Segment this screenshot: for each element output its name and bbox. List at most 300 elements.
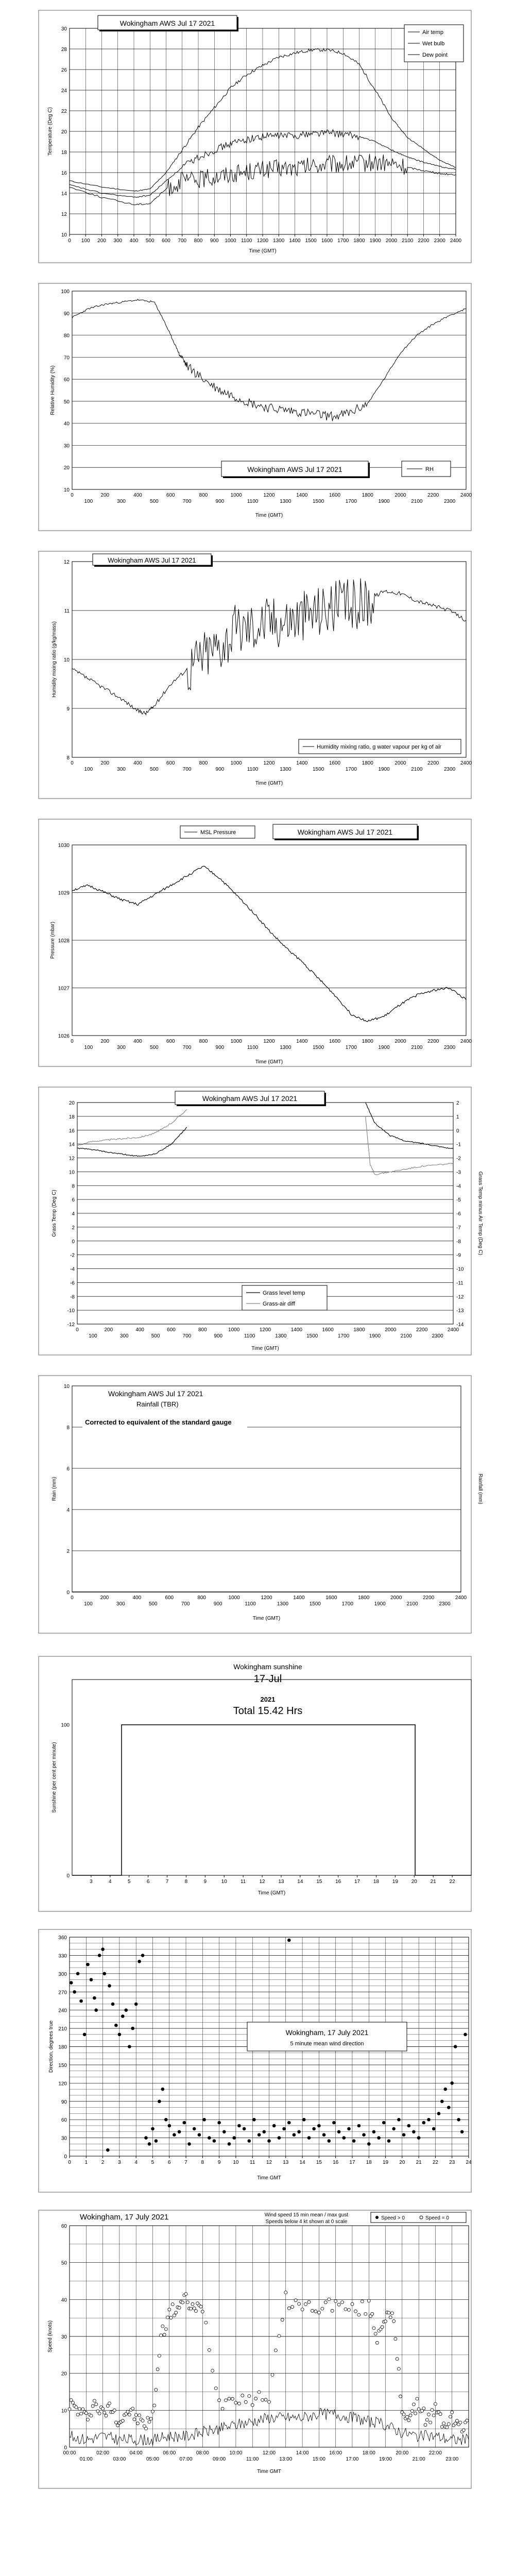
y2-tick-label: -3 — [456, 1170, 461, 1176]
gust-point — [145, 2427, 148, 2430]
y-tick-label: 16 — [68, 1128, 75, 1134]
x-tick-label: 8 — [184, 1879, 188, 1885]
gust-point — [149, 2417, 152, 2420]
x-tick-label: 1300 — [277, 1601, 289, 1607]
wind-direction-point — [460, 2130, 464, 2134]
x-tick-label: 2100 — [402, 238, 414, 244]
gust-point — [424, 2424, 427, 2427]
wind-direction-point — [258, 2133, 261, 2137]
wind-direction-point — [407, 2124, 411, 2128]
y-tick-label: 40 — [63, 421, 70, 427]
y-tick-label: 90 — [61, 2099, 67, 2105]
x-axis-label: Time (GMT) — [252, 1616, 281, 1621]
legend — [180, 826, 255, 838]
gust-point — [78, 2408, 81, 2411]
x-tick-label: 1100 — [241, 238, 252, 244]
x-tick-label: 07:00 — [179, 2456, 193, 2462]
gust-point — [153, 2404, 156, 2407]
gust-point — [91, 2404, 94, 2408]
gust-point — [360, 2300, 364, 2303]
x-tick-label: 600 — [167, 1327, 176, 1333]
x-tick-label: 900 — [215, 767, 225, 772]
x-tick-label: 400 — [132, 1595, 142, 1601]
wind-direction-point — [362, 2133, 366, 2137]
gust-point — [396, 2358, 399, 2361]
x-tick-label: 22 — [449, 1879, 455, 1885]
wind-direction-point — [397, 2118, 401, 2122]
wind-direction-point — [267, 2139, 271, 2143]
x-tick-label: 600 — [166, 1039, 175, 1044]
chart-subtitle: 17-Jul — [253, 1673, 282, 1685]
x-tick-label: 1700 — [337, 238, 349, 244]
gust-point — [175, 2311, 178, 2314]
chart-title: Wokingham AWS Jul 17 2021 — [108, 1389, 203, 1398]
wind-direction-point — [352, 2139, 356, 2143]
y-tick-label: 12 — [61, 212, 67, 217]
y2-tick-label: -11 — [456, 1280, 464, 1286]
gust-point — [108, 2402, 111, 2405]
x-tick-label: 0 — [68, 238, 71, 244]
x-tick-label: 1800 — [362, 1039, 373, 1044]
x-tick-label: 300 — [117, 1045, 126, 1050]
gust-point — [199, 2305, 202, 2308]
wind-direction-point — [243, 2127, 246, 2131]
legend-label: Grass-air diff — [263, 1301, 295, 1307]
wind-direction-point — [372, 2130, 376, 2134]
x-tick-label: 14 — [299, 2160, 305, 2165]
y-tick-label: 8 — [72, 1183, 75, 1190]
x-tick-label: 04:00 — [129, 2450, 143, 2456]
x-tick-label: 1600 — [329, 1039, 341, 1044]
gust-point — [311, 2309, 314, 2312]
x-tick-label: 1900 — [378, 1045, 390, 1050]
x-tick-label: 1700 — [345, 767, 357, 772]
x-tick-label: 300 — [116, 1601, 125, 1607]
gust-point — [344, 2308, 347, 2311]
y-tick-label: 90 — [63, 311, 70, 317]
x-tick-label: 2000 — [385, 1327, 397, 1333]
x-tick-label: 2300 — [432, 1333, 443, 1339]
x-tick-label: 2100 — [411, 767, 423, 772]
gust-point — [462, 2429, 465, 2432]
chart-svg — [0, 2205, 515, 2494]
x-tick-label: 1200 — [263, 1039, 275, 1044]
x-tick-label: 11 — [240, 1879, 246, 1885]
x-tick-label: 9 — [217, 2160, 221, 2165]
gust-point — [264, 2398, 267, 2401]
x-tick-label: 2400 — [460, 493, 472, 498]
wind-direction-point — [312, 2127, 316, 2131]
y-tick-label: 8 — [66, 1425, 70, 1431]
x-tick-label: 1400 — [290, 1327, 302, 1333]
x-tick-label: 500 — [150, 499, 159, 504]
y-tick-label: 6 — [66, 1466, 70, 1472]
wind-direction-point — [322, 2133, 326, 2137]
y-tick-label: 10 — [68, 1170, 75, 1176]
legend — [402, 461, 451, 477]
gust-point — [158, 2354, 161, 2358]
x-tick-label: 800 — [194, 238, 203, 244]
wind-direction-point — [121, 2014, 125, 2018]
gust-point — [304, 2302, 307, 2306]
x-tick-label: 05:00 — [146, 2456, 159, 2462]
x-tick-label: 300 — [117, 767, 126, 772]
chart-title: Wokingham, 17 July 2021 — [80, 2213, 169, 2222]
wind-direction-point — [302, 2118, 306, 2122]
y-tick-label: 20 — [68, 1100, 75, 1106]
gust-point — [234, 2401, 237, 2404]
wind-direction-point — [70, 1981, 73, 1985]
y-tick-label: 12 — [63, 560, 70, 565]
x-tick-label: 7 — [184, 2160, 187, 2165]
x-tick-label: 2100 — [406, 1601, 418, 1607]
wind-direction-point — [454, 2045, 457, 2048]
y-tick-label: 0 — [72, 1239, 75, 1245]
gust-point — [133, 2418, 136, 2421]
y-tick-label: 10 — [61, 2408, 67, 2414]
x-tick-label: 1700 — [345, 1045, 357, 1050]
x-tick-label: 1800 — [362, 760, 373, 766]
wind-direction-point — [287, 1939, 291, 1942]
chart-svg — [0, 814, 515, 1072]
wind-direction-point — [93, 1996, 96, 2000]
x-tick-label: 800 — [199, 760, 208, 766]
x-tick-label: 900 — [215, 1045, 225, 1050]
x-tick-label: 1900 — [378, 499, 390, 504]
y-axis-label: Speed (knots) — [47, 2320, 53, 2353]
gust-point — [271, 2374, 274, 2377]
wind-direction-point — [148, 2142, 151, 2146]
x-tick-label: 1200 — [259, 1327, 271, 1333]
x-tick-label: 1200 — [261, 1595, 272, 1601]
x-tick-label: 1600 — [329, 493, 341, 498]
x-tick-label: 600 — [166, 493, 175, 498]
x-tick-label: 00:00 — [63, 2450, 76, 2456]
gust-point — [432, 2414, 435, 2417]
y-tick-label: 24 — [61, 88, 67, 94]
y-tick-label: 20 — [63, 465, 70, 471]
x-tick-label: 0 — [71, 1039, 74, 1044]
x-tick-label: 2200 — [422, 1595, 435, 1601]
wind-direction-point — [450, 2081, 454, 2085]
x-axis-label: Time GMT — [257, 2469, 281, 2475]
wind-direction-point — [392, 2127, 396, 2131]
x-tick-label: 13 — [283, 2160, 289, 2165]
wind-direction-point — [183, 2121, 186, 2125]
x-tick-label: 2200 — [418, 238, 430, 244]
wind-direction-point — [287, 2121, 291, 2125]
x-tick-label: 3 — [90, 1879, 93, 1885]
wind-direction-point — [208, 2136, 211, 2140]
wind-direction-point — [73, 1990, 76, 1994]
y2-tick-label: 0 — [456, 1128, 459, 1134]
gust-point — [284, 2291, 287, 2294]
x-tick-label: 100 — [89, 1333, 97, 1339]
y-tick-label: 270 — [58, 1990, 67, 1996]
chart-total: Total 15.42 Hrs — [233, 1705, 303, 1717]
x-tick-label: 09:00 — [213, 2456, 226, 2462]
wind-direction-point — [278, 2136, 281, 2140]
x-tick-label: 1100 — [247, 1045, 259, 1050]
gust-point — [184, 2293, 187, 2296]
wind-direction-point — [134, 2003, 138, 2006]
chart-title: Wokingham AWS Jul 17 2021 — [108, 556, 196, 564]
gust-point — [156, 2368, 159, 2371]
gust-point — [328, 2298, 331, 2301]
gust-point — [459, 2421, 462, 2424]
wind-direction-point — [151, 2127, 154, 2131]
gust-point — [281, 2318, 284, 2321]
y-axis-label: Temperature (Deg C) — [47, 107, 53, 156]
x-tick-label: 2000 — [394, 1039, 406, 1044]
x-tick-label: 1300 — [280, 1045, 291, 1050]
x-tick-label: 19:00 — [379, 2456, 392, 2462]
wind-direction-point — [193, 2127, 196, 2131]
y-tick-label: 300 — [58, 1971, 67, 1977]
gust-point — [445, 2426, 449, 2429]
wind-direction-point — [154, 2139, 158, 2143]
chart-title: Wokingham AWS Jul 17 2021 — [247, 465, 342, 473]
gust-point — [218, 2399, 221, 2402]
gust-point — [274, 2349, 277, 2352]
x-tick-label: 2000 — [385, 238, 398, 244]
wind-direction-point — [382, 2121, 386, 2125]
wind-direction-point — [464, 2033, 467, 2037]
gust-point — [208, 2348, 211, 2351]
x-tick-label: 200 — [97, 238, 106, 244]
gust-point — [334, 2300, 337, 2303]
gust-point — [168, 2308, 171, 2311]
x-tick-label: 2200 — [427, 760, 439, 766]
y2-tick-label: -5 — [456, 1197, 461, 1204]
x-tick-label: 600 — [162, 238, 170, 244]
x-tick-label: 1000 — [230, 493, 242, 498]
gust-point — [204, 2321, 208, 2324]
gust-point — [451, 2411, 454, 2414]
y-tick-label: 8 — [66, 755, 70, 761]
gust-point — [214, 2387, 217, 2390]
x-tick-label: 500 — [148, 1601, 158, 1607]
y-tick-label: 2 — [66, 1549, 70, 1554]
gust-point — [466, 2419, 469, 2422]
x-axis-label: Time (GMT) — [255, 781, 283, 786]
gust-point — [367, 2299, 370, 2302]
x-axis-label: Time (GMT) — [249, 248, 277, 254]
y-tick-label: 80 — [63, 333, 70, 339]
x-tick-label: 2400 — [460, 1039, 472, 1044]
gust-point — [136, 2422, 139, 2425]
wind-direction-point — [164, 2118, 168, 2122]
gust-point — [190, 2307, 193, 2310]
y-tick-label: 18 — [61, 150, 67, 156]
temperature-chart-panel — [0, 0, 515, 268]
gust-point — [414, 2412, 417, 2415]
x-tick-label: 1400 — [289, 238, 301, 244]
x-tick-label: 15:00 — [312, 2456, 325, 2462]
chart-subtitle: 5 minute mean wind direction — [290, 2041, 364, 2047]
y-tick-label: 40 — [61, 2297, 67, 2303]
x-tick-label: 1200 — [263, 760, 275, 766]
y2-tick-label: -6 — [456, 1211, 461, 1217]
wind-direction-point — [457, 2118, 460, 2122]
x-tick-label: 1500 — [313, 499, 324, 504]
gust-point — [113, 2409, 116, 2412]
gust-point — [225, 2399, 228, 2402]
x-tick-label: 1900 — [369, 1333, 381, 1339]
wind-direction-point — [217, 2121, 221, 2125]
gust-point — [76, 2413, 79, 2416]
wind-direction-point — [307, 2136, 311, 2140]
gust-point — [121, 2419, 124, 2422]
chart-svg — [0, 1370, 515, 1638]
x-tick-label: 400 — [133, 760, 142, 766]
gust-point — [337, 2303, 340, 2306]
y-tick-label: 1026 — [58, 1033, 70, 1039]
x-tick-label: 700 — [182, 499, 192, 504]
x-tick-label: 2400 — [460, 760, 472, 766]
x-tick-label: 500 — [150, 767, 159, 772]
wind-direction-point — [131, 2027, 134, 2030]
wind-direction-point — [222, 2130, 226, 2134]
y-tick-label: 0 — [66, 1590, 70, 1596]
x-tick-label: 100 — [81, 238, 90, 244]
x-tick-label: 10 — [233, 2160, 239, 2165]
x-tick-label: 200 — [100, 493, 110, 498]
y-tick-label: 180 — [58, 2044, 67, 2050]
x-tick-label: 1400 — [296, 760, 308, 766]
wind-direction-point — [101, 1947, 105, 1951]
gust-point — [416, 2397, 419, 2400]
wind-direction-point — [342, 2136, 346, 2140]
x-tick-label: 1900 — [374, 1601, 386, 1607]
x-tick-label: 6 — [146, 1879, 150, 1885]
x-tick-label: 100 — [84, 1045, 93, 1050]
wind-direction-point — [103, 1972, 107, 1976]
y2-tick-label: -7 — [456, 1225, 461, 1231]
legend-marker — [420, 2216, 423, 2219]
chart-subtitle: Wind speed 15 min mean / max gust — [264, 2212, 349, 2218]
x-tick-label: 1500 — [313, 767, 324, 772]
gust-point — [87, 2418, 90, 2421]
gust-point — [399, 2395, 402, 2398]
wind-direction-point — [417, 2136, 421, 2140]
y2-tick-label: 2 — [456, 1100, 459, 1106]
x-tick-label: 22:00 — [428, 2450, 442, 2456]
chart-svg — [0, 278, 515, 536]
gust-point — [354, 2310, 357, 2313]
gust-point — [431, 2409, 434, 2412]
x-tick-label: 2 — [101, 2160, 105, 2165]
gust-point — [425, 2418, 428, 2421]
y-tick-label: 16 — [61, 171, 67, 176]
x-tick-label: 3 — [118, 2160, 121, 2165]
y-tick-label: 50 — [63, 399, 70, 405]
rainfall-chart-panel — [0, 1370, 515, 1638]
y2-tick-label: -1 — [456, 1142, 461, 1148]
y-tick-label: 11 — [64, 608, 70, 614]
x-tick-label: 1300 — [280, 767, 291, 772]
wind-direction-point — [83, 2033, 87, 2037]
wind-direction-point — [412, 2130, 416, 2134]
x-tick-label: 300 — [113, 238, 123, 244]
gust-point — [422, 2407, 425, 2410]
y-axis-label: Sunshine (per cent per minute) — [52, 1742, 57, 1813]
legend-label: Air temp — [422, 29, 443, 36]
gust-point — [114, 2421, 117, 2424]
legend — [404, 25, 464, 62]
y-axis-label: Pressure (mbar) — [50, 921, 56, 959]
gust-point — [169, 2316, 173, 2319]
y-tick-label: -6 — [70, 1280, 75, 1286]
x-tick-label: 03:00 — [113, 2456, 126, 2462]
gust-point — [434, 2402, 437, 2405]
gust-point — [317, 2311, 320, 2314]
wind-direction-point — [237, 2124, 241, 2128]
y-tick-label: 240 — [58, 2008, 67, 2014]
mixing-ratio-chart-panel — [0, 546, 515, 804]
legend-label: Grass level temp — [263, 1290, 305, 1296]
gust-point — [98, 2412, 101, 2415]
x-tick-label: 0 — [71, 760, 74, 766]
plot-area — [72, 291, 466, 489]
x-tick-label: 4 — [134, 2160, 138, 2165]
wind-direction-point — [202, 2118, 206, 2122]
y-tick-label: 0 — [66, 1873, 70, 1879]
gust-point — [440, 2425, 443, 2428]
x-tick-label: 400 — [129, 238, 139, 244]
gust-point — [75, 2405, 78, 2409]
legend — [371, 2212, 466, 2223]
x-tick-label: 700 — [181, 1601, 190, 1607]
wind-direction-point — [144, 2136, 148, 2140]
y-tick-label: 50 — [61, 2260, 67, 2266]
y-tick-label: 0 — [64, 2154, 67, 2160]
gust-point — [278, 2334, 281, 2337]
wind-direction-point — [252, 2118, 256, 2122]
wind-direction-point — [168, 2124, 171, 2128]
x-tick-label: 17:00 — [346, 2456, 359, 2462]
gust-point — [84, 2412, 88, 2415]
x-tick-label: 17 — [354, 1879, 360, 1885]
wind-direction-point — [108, 1984, 111, 1988]
x-tick-label: 1100 — [244, 1333, 255, 1339]
y-tick-label: 30 — [61, 2334, 67, 2340]
x-tick-label: 9 — [203, 1879, 207, 1885]
x-tick-label: 400 — [133, 493, 142, 498]
x-tick-label: 1300 — [273, 238, 285, 244]
x-tick-label: 2200 — [427, 493, 439, 498]
x-tick-label: 12 — [266, 2160, 272, 2165]
y-axis-label: Humidity mixing ratio (g/kg/mass) — [52, 621, 57, 698]
gust-point — [105, 2414, 108, 2417]
gust-point — [146, 2416, 149, 2419]
x-tick-label: 1300 — [280, 499, 291, 504]
x-tick-label: 22 — [432, 2160, 438, 2165]
chart-svg — [0, 546, 515, 804]
y-tick-label: 120 — [58, 2081, 67, 2087]
x-tick-label: 800 — [199, 493, 208, 498]
x-tick-label: 1700 — [337, 1333, 350, 1339]
x-tick-label: 100 — [84, 767, 93, 772]
x-tick-label: 2000 — [394, 760, 406, 766]
y-tick-label: 4 — [66, 1507, 70, 1513]
x-tick-label: 1000 — [225, 238, 236, 244]
x-tick-label: 1600 — [329, 760, 341, 766]
gust-point — [141, 2419, 144, 2422]
gust-point — [171, 2303, 174, 2306]
x-tick-label: 2100 — [400, 1333, 412, 1339]
y-tick-label: 1029 — [58, 890, 70, 896]
